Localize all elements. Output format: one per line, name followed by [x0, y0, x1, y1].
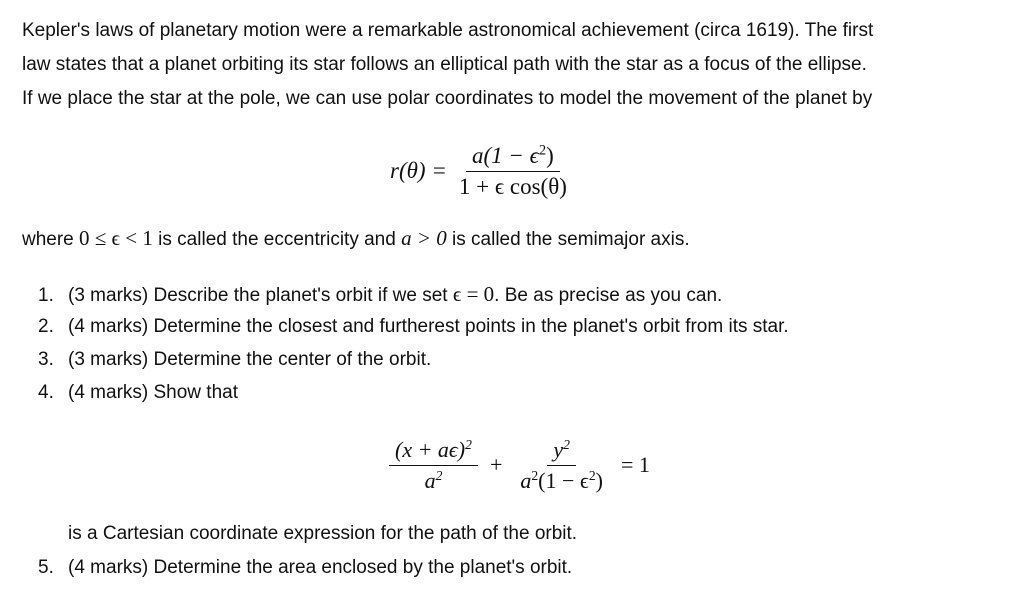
polar-equation-fraction [453, 143, 573, 200]
zero-eccentricity: ϵ = 0 [452, 282, 495, 306]
where-line: where 0 ≤ ϵ < 1 is called the eccentricity and a > 0 is called the semimajor axis. [22, 226, 690, 250]
polar-equation-lhs: r(θ) = [390, 158, 447, 183]
question-4-followup: is a Cartesian coordinate expression for the path of the orbit. [68, 523, 578, 544]
cartesian-fraction-1: $\frac{(x + a\epsilon)^2}{a^2}$ [389, 437, 478, 494]
question-1: 1. (3 marks) Describe the planet's orbit if we set ϵ = 0. Be as precise as you can. [38, 282, 723, 306]
polar-equation-numerator: $a(1 - \epsilon^2)$ [466, 143, 560, 172]
semimajor-condition: a > 0 [401, 226, 447, 250]
equals-one: = 1 [620, 452, 650, 477]
question-3: 3. (3 marks) Determine the center of the orbit. [38, 349, 432, 370]
intro-line-1: Kepler's laws of planetary motion were a remarkable astronomical achievement (circa 1619). The first [22, 20, 874, 41]
polar-equation [390, 136, 579, 206]
cartesian-fraction-2: $\frac{y^2}{a^2(1 - \epsilon^2)}$ [520, 436, 603, 493]
polar-equation-denominator: 1 + ϵ cos(θ) [458, 173, 567, 199]
cartesian-equation [383, 430, 656, 500]
question-5: 5. (4 marks) Determine the area enclosed by the planet's orbit. [38, 557, 573, 578]
question-2: 2. (4 marks) Determine the closest and furtherest points in the planet's orbit from its star. [38, 316, 789, 337]
intro-line-3: If we place the star at the pole, we can use polar coordinates to model the movement of the planet by [22, 88, 873, 109]
eccentricity-range: 0 ≤ ϵ < 1 [79, 226, 153, 250]
plus-sign: + [489, 452, 503, 477]
intro-paragraph [22, 14, 1012, 116]
intro-line-2: law states that a planet orbiting its star follows an elliptical path with the star as a focus of the ellipse. [22, 54, 867, 75]
question-4: 4. (4 marks) Show that [38, 382, 238, 403]
